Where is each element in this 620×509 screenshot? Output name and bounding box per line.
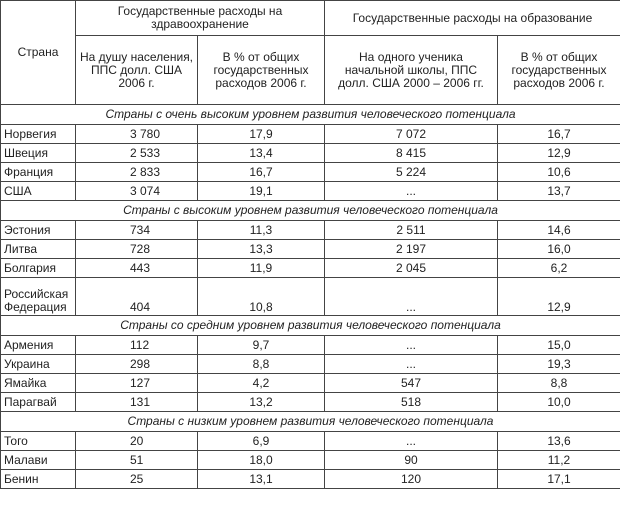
cell-edu-per-pupil: 2 197: [325, 240, 498, 259]
cell-health-percent: 8,8: [198, 355, 325, 374]
cell-edu-per-pupil: 8 415: [325, 144, 498, 163]
section-row: [1, 105, 620, 125]
cell-edu-percent: 19,3: [498, 355, 620, 374]
cell-edu-per-pupil: 2 045: [325, 259, 498, 278]
table-row: [1, 259, 620, 278]
cell-health-per-capita: 25: [76, 470, 198, 489]
cell-health-percent: 18,0: [198, 451, 325, 470]
cell-health-per-capita: 131: [76, 393, 198, 412]
table-row: [1, 240, 620, 259]
cell-health-per-capita: 2 533: [76, 144, 198, 163]
cell-edu-per-pupil: 518: [325, 393, 498, 412]
cell-edu-percent: 10,0: [498, 393, 620, 412]
cell-health-per-capita: 3 780: [76, 125, 198, 144]
cell-health-per-capita: 404: [76, 278, 198, 316]
cell-country: Болгария: [1, 259, 76, 278]
header-education-group: Государственные расходы на образование: [325, 1, 620, 36]
cell-edu-per-pupil: 7 072: [325, 125, 498, 144]
cell-edu-percent: 16,7: [498, 125, 620, 144]
cell-edu-per-pupil: ...: [325, 182, 498, 201]
table-row: [1, 355, 620, 374]
cell-edu-per-pupil: 2 511: [325, 221, 498, 240]
cell-edu-percent: 14,6: [498, 221, 620, 240]
cell-health-per-capita: 734: [76, 221, 198, 240]
cell-health-percent: 11,9: [198, 259, 325, 278]
table-row: [1, 432, 620, 451]
cell-edu-per-pupil: ...: [325, 278, 498, 316]
cell-country: Ямайка: [1, 374, 76, 393]
cell-edu-percent: 17,1: [498, 470, 620, 489]
cell-health-per-capita: 20: [76, 432, 198, 451]
cell-health-percent: 11,3: [198, 221, 325, 240]
table-row: [1, 144, 620, 163]
cell-country: Армения: [1, 336, 76, 355]
table-row: [1, 336, 620, 355]
table-row: [1, 125, 620, 144]
cell-health-per-capita: 728: [76, 240, 198, 259]
section-row: [1, 412, 620, 432]
cell-edu-percent: 6,2: [498, 259, 620, 278]
cell-health-percent: 13,2: [198, 393, 325, 412]
cell-health-per-capita: 51: [76, 451, 198, 470]
table-row: [1, 163, 620, 182]
table-header: [1, 1, 620, 105]
cell-health-percent: 17,9: [198, 125, 325, 144]
cell-country: Малави: [1, 451, 76, 470]
cell-edu-per-pupil: ...: [325, 355, 498, 374]
cell-health-per-capita: 2 833: [76, 163, 198, 182]
header-health-group: Государственные расходы на здравоохранение: [76, 1, 325, 36]
cell-edu-percent: 8,8: [498, 374, 620, 393]
cell-health-percent: 4,2: [198, 374, 325, 393]
cell-edu-percent: 10,6: [498, 163, 620, 182]
cell-health-percent: 6,9: [198, 432, 325, 451]
cell-health-per-capita: 443: [76, 259, 198, 278]
cell-edu-percent: 13,7: [498, 182, 620, 201]
cell-edu-percent: 12,9: [498, 144, 620, 163]
cell-health-percent: 9,7: [198, 336, 325, 355]
cell-country: Российская Федерация: [1, 278, 76, 316]
section-row: [1, 316, 620, 336]
section-title: Страны с низким уровнем развития человеческого потенциала: [1, 412, 620, 432]
header-health-per-capita: На душу населения, ППС долл. США 2006 г.: [76, 36, 198, 105]
cell-edu-per-pupil: ...: [325, 432, 498, 451]
section-title: Страны со средним уровнем развития человеческого потенциала: [1, 316, 620, 336]
cell-country: Эстония: [1, 221, 76, 240]
cell-health-per-capita: 3 074: [76, 182, 198, 201]
cell-health-percent: 16,7: [198, 163, 325, 182]
cell-health-percent: 13,4: [198, 144, 325, 163]
cell-health-per-capita: 112: [76, 336, 198, 355]
header-health-percent: В % от общих государственных расходов 2006 г.: [198, 36, 325, 105]
cell-country: Франция: [1, 163, 76, 182]
table-body: [1, 105, 620, 489]
header-edu-per-pupil: На одного ученика начальной школы, ППС долл. США 2000 – 2006 гг.: [325, 36, 498, 105]
cell-edu-per-pupil: 547: [325, 374, 498, 393]
section-title: Страны с высоким уровнем развития человеческого потенциала: [1, 201, 620, 221]
cell-edu-per-pupil: 90: [325, 451, 498, 470]
cell-edu-percent: 12,9: [498, 278, 620, 316]
cell-edu-percent: 16,0: [498, 240, 620, 259]
cell-edu-per-pupil: 120: [325, 470, 498, 489]
cell-health-percent: 13,3: [198, 240, 325, 259]
cell-health-per-capita: 298: [76, 355, 198, 374]
section-row: [1, 201, 620, 221]
cell-country: Парагвай: [1, 393, 76, 412]
table-row: [1, 221, 620, 240]
cell-country: Украина: [1, 355, 76, 374]
header-country: Страна: [1, 1, 76, 105]
cell-country: США: [1, 182, 76, 201]
table-row: [1, 374, 620, 393]
cell-health-percent: 19,1: [198, 182, 325, 201]
cell-country: Бенин: [1, 470, 76, 489]
cell-edu-percent: 13,6: [498, 432, 620, 451]
header-edu-percent: В % от общих государственных расходов 2006 г.: [498, 36, 620, 105]
cell-country: Того: [1, 432, 76, 451]
table-row: [1, 182, 620, 201]
cell-health-per-capita: 127: [76, 374, 198, 393]
table-row: [1, 470, 620, 489]
table-row: [1, 278, 620, 316]
cell-health-percent: 13,1: [198, 470, 325, 489]
cell-edu-per-pupil: 5 224: [325, 163, 498, 182]
cell-edu-percent: 15,0: [498, 336, 620, 355]
cell-country: Норвегия: [1, 125, 76, 144]
cell-edu-per-pupil: ...: [325, 336, 498, 355]
cell-country: Швеция: [1, 144, 76, 163]
table-row: [1, 451, 620, 470]
cell-country: Литва: [1, 240, 76, 259]
cell-health-percent: 10,8: [198, 278, 325, 316]
cell-edu-percent: 11,2: [498, 451, 620, 470]
table-row: [1, 393, 620, 412]
section-title: Страны с очень высоким уровнем развития человеческого потенциала: [1, 105, 620, 125]
